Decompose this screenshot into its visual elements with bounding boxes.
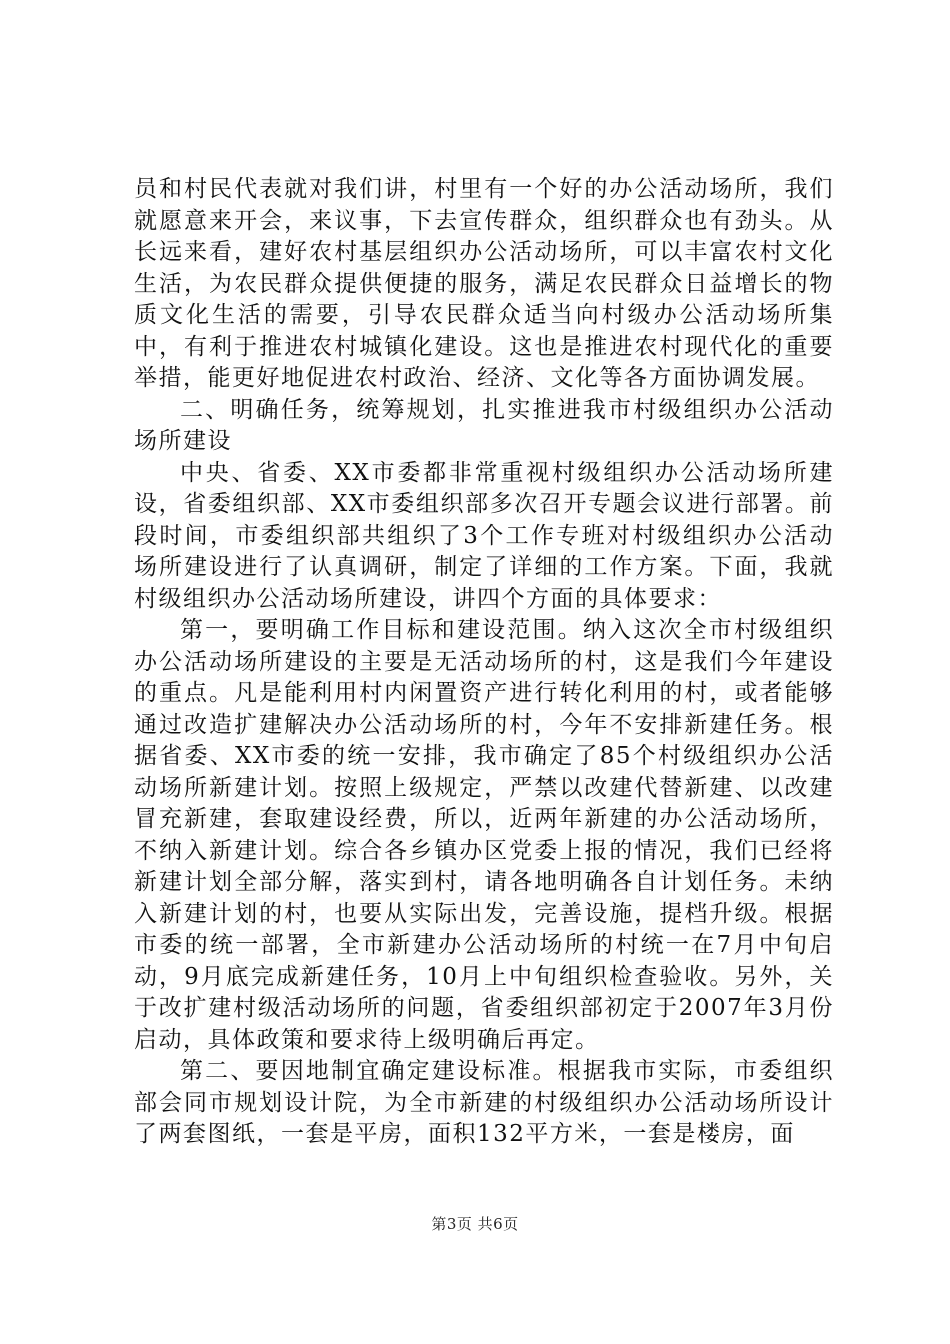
paragraph-5: 第二、要因地制宜确定建设标准。根据我市实际，市委组织部会同市规划设计院，为全市新建的村级组织办公活动场所设计了两套图纸，一套是平房，面积132平方米，一套是楼房，面 — [134, 1058, 834, 1147]
page-number-footer: 第3页 共6页 — [431, 1215, 519, 1233]
paragraph-1: 员和村民代表就对我们讲，村里有一个好的办公活动场所，我们就愿意来开会，来议事，下去宣传群众，组织群众也有劲头。从长远来看，建好农村基层组织办公活动场所，可以丰富农村文化生活，为农民群众提供便捷的服务，满足农民群众日益增长的物质文化生活的需要，引导农民群众适当向村级办公活动场所集中，有利于推进农村城镇化建设。这也是推进农村现代化的重要举措，能更好地促进农村政治、经济、文化等各方面协调发展。 — [134, 176, 834, 391]
document-body — [134, 174, 834, 1151]
section-heading-2: 二、明确任务，统筹规划，扎实推进我市村级组织办公活动场所建设 — [134, 396, 834, 454]
paragraph-4: 第一，要明确工作目标和建设范围。纳入这次全市村级组织办公活动场所建设的主要是无活动场所的村，这是我们今年建设的重点。凡是能利用村内闲置资产进行转化利用的村，或者能够通过改造扩建解决办公活动场所的村，今年不安排新建任务。根据省委、XX市委的统一安排，我市确定了85个村级组织办公活动场所新建计划。按照上级规定，严禁以改建代替新建、以改建冒充新建，套取建设经费，所以，近两年新建的办公活动场所，不纳入新建计划。综合各乡镇办区党委上报的情况，我们已经将新建计划全部分解，落实到村，请各地明确各自计划任务。未纳入新建计划的村，也要从实际出发，完善设施，提档升级。根据市委的统一部署，全市新建办公活动场所的村统一在7月中旬启动，9月底完成新建任务，10月上中旬组织检查验收。另外，关于改扩建村级活动场所的问题，省委组织部初定于2007年3月份启动，具体政策和要求待上级明确后再定。 — [134, 617, 834, 1053]
paragraph-3: 中央、省委、XX市委都非常重视村级组织办公活动场所建设，省委组织部、XX市委组织部多次召开专题会议进行部署。前段时间，市委组织部共组织了3个工作专班对村级组织办公活动场所建设进行了认真调研，制定了详细的工作方案。下面，我就村级组织办公活动场所建设，讲四个方面的具体要求： — [134, 459, 834, 612]
